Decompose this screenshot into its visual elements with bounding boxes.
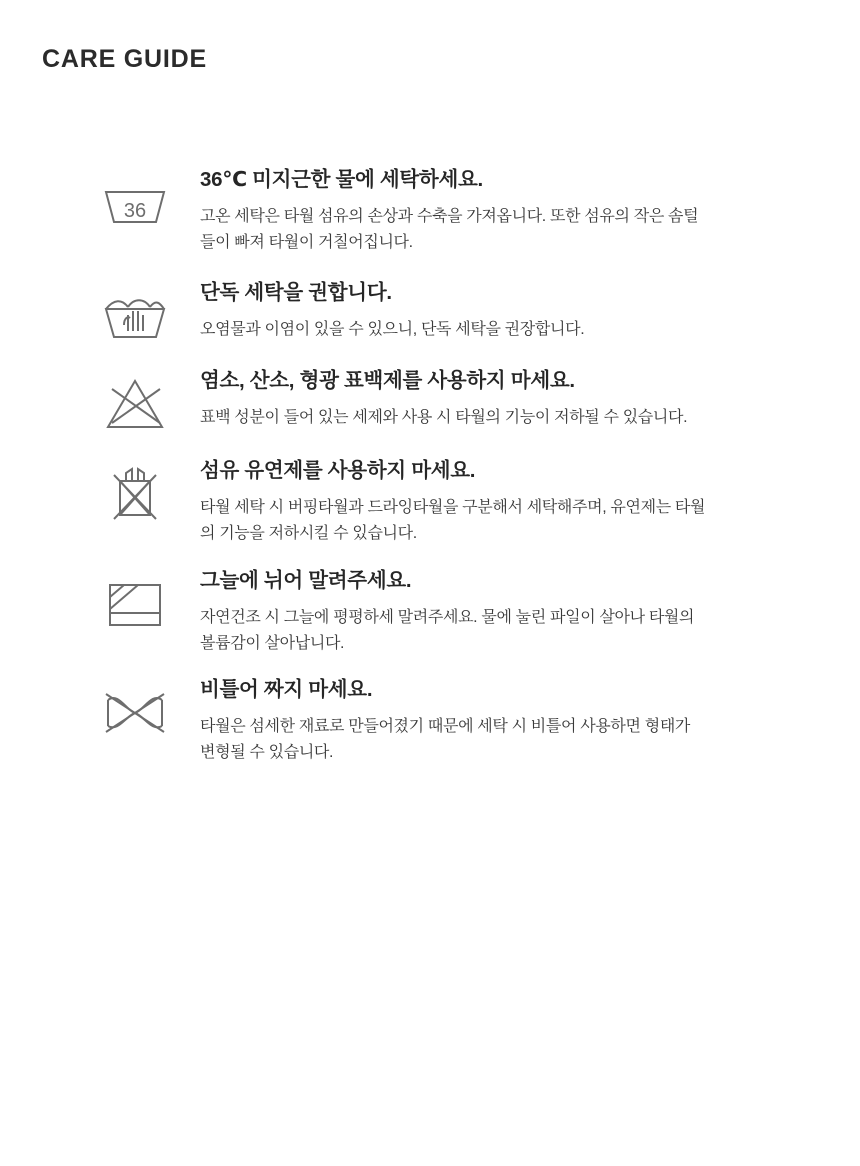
care-instruction-list (40, 166, 820, 766)
text-column (200, 457, 820, 546)
no-fabric-softener-icon (98, 463, 172, 525)
text-column (200, 279, 820, 343)
icon-column (40, 676, 200, 744)
wash-tub-36-icon (98, 172, 172, 234)
care-item-title: 비틀어 짜지 마세요. (200, 678, 373, 702)
care-item-description: 타월 세탁 시 버핑타월과 드라잉타월을 구분해서 세탁해주며, 유연제는 타월의 기능을 저하시킬 수 있습니다. (200, 499, 706, 543)
do-not-wring-icon (98, 682, 172, 744)
icon-column (40, 367, 200, 435)
care-item (40, 457, 820, 546)
care-item-title: 섬유 유연제를 사용하지 마세요. (200, 459, 476, 483)
text-column (200, 676, 820, 765)
text-column (200, 367, 820, 431)
care-item-description: 타월은 섬세한 재료로 만들어졌기 때문에 세탁 시 비틀어 사용하면 형태가 변형될 수 있습니다. (200, 718, 691, 762)
text-column (200, 166, 820, 255)
care-item (40, 367, 820, 435)
page-title: CARE GUIDE (42, 45, 207, 73)
care-item-description: 오염물과 이염이 있을 수 있으니, 단독 세탁을 권장합니다. (200, 321, 585, 339)
icon-column (40, 279, 200, 347)
icon-column (40, 166, 200, 234)
dry-flat-in-shade-icon (98, 573, 172, 635)
icon-column (40, 567, 200, 635)
care-item (40, 166, 820, 255)
care-item-title: 염소, 산소, 형광 표백제를 사용하지 마세요. (200, 369, 575, 393)
care-item-description: 자연건조 시 그늘에 평평하세 말려주세요. 물에 눌린 파일이 살아나 타월의 볼륨감이 살아납니다. (200, 608, 695, 652)
care-item (40, 279, 820, 347)
care-item-title: 36℃ 미지근한 물에 세탁하세요. (200, 168, 483, 191)
no-bleach-icon (98, 373, 172, 435)
care-item-description: 고온 세탁은 타월 섬유의 손상과 수축을 가져옵니다. 또한 섬유의 작은 솜털들이 빠져 타월이 거칠어집니다. (200, 207, 699, 251)
text-column (200, 567, 820, 656)
care-item-title: 단독 세탁을 권합니다. (200, 281, 392, 305)
care-item-title: 그늘에 뉘어 말려주세요. (200, 568, 412, 592)
hand-wash-separately-icon (98, 285, 172, 347)
icon-column (40, 457, 200, 525)
care-item (40, 676, 820, 765)
care-item-description: 표백 성분이 들어 있는 세제와 사용 시 타월의 기능이 저하될 수 있습니다. (200, 409, 688, 427)
wash-temperature-label: 36 (123, 200, 147, 222)
care-item (40, 567, 820, 656)
